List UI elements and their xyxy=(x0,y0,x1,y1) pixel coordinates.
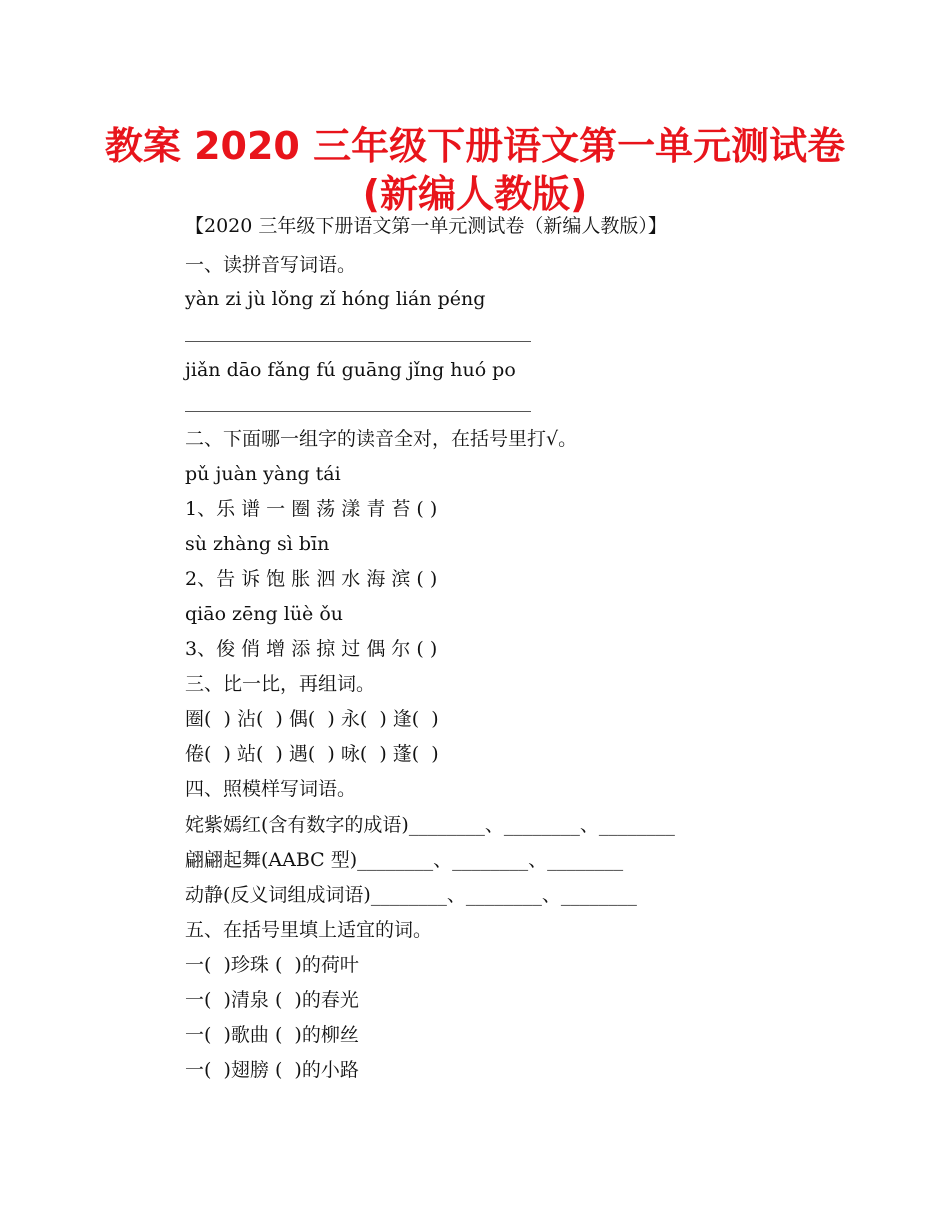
fill-row-3: 一( )歌曲 ( )的柳丝 xyxy=(185,1024,359,1046)
fill-row-2: 一( )清泉 ( )的春光 xyxy=(185,989,359,1011)
pinyin-hint-3: qiāo zēng lüè ǒu xyxy=(185,603,344,625)
pinyin-hint-2: sù zhàng sì bīn xyxy=(185,533,330,555)
document-subtitle: 【2020 三年级下册语文第一单元测试卷（新编人教版）】 xyxy=(185,215,667,237)
answer-line-1 xyxy=(185,341,531,342)
choice-item-3: 3、俊 俏 增 添 掠 过 偶 尔 ( ) xyxy=(185,638,438,660)
answer-line-2 xyxy=(185,411,531,412)
section-3-heading: 三、比一比，再组词。 xyxy=(185,673,376,695)
section-4-heading: 四、照模样写词语。 xyxy=(185,778,357,800)
document-title-line-2: (新编人教版) xyxy=(362,172,588,216)
section-2-heading: 二、下面哪一组字的读音全对，在括号里打√。 xyxy=(185,428,578,450)
compare-row-1: 圈( ) 沾( ) 偶( ) 永( ) 逢( ) xyxy=(185,708,439,730)
section-1-heading: 一、读拼音写词语。 xyxy=(185,254,357,276)
pinyin-hint-1: pǔ juàn yàng tái xyxy=(185,463,341,485)
pattern-row-1: 姹紫嫣红(含有数字的成语)________、________、________ xyxy=(185,814,675,836)
fill-row-1: 一( )珍珠 ( )的荷叶 xyxy=(185,954,359,976)
compare-row-2: 倦( ) 站( ) 遇( ) 咏( ) 蓬( ) xyxy=(185,743,439,765)
pinyin-row-2: jiǎn dāo fǎng fú guāng jǐng huó po xyxy=(185,359,516,381)
fill-row-4: 一( )翅膀 ( )的小路 xyxy=(185,1059,359,1081)
choice-item-1: 1、乐 谱 一 圈 荡 漾 青 苔 ( ) xyxy=(185,498,438,520)
pattern-row-2: 翩翩起舞(AABC 型)________、________、________ xyxy=(185,849,624,871)
pinyin-row-1: yàn zi jù lǒng zǐ hóng lián péng xyxy=(185,288,486,310)
document-title-line-1: 教案 2020 三年级下册语文第一单元测试卷 xyxy=(104,124,846,168)
choice-item-2: 2、告 诉 饱 胀 泗 水 海 滨 ( ) xyxy=(185,568,438,590)
pattern-row-3: 动静(反义词组成词语)________、________、________ xyxy=(185,884,637,906)
section-5-heading: 五、在括号里填上适宜的词。 xyxy=(185,919,433,941)
